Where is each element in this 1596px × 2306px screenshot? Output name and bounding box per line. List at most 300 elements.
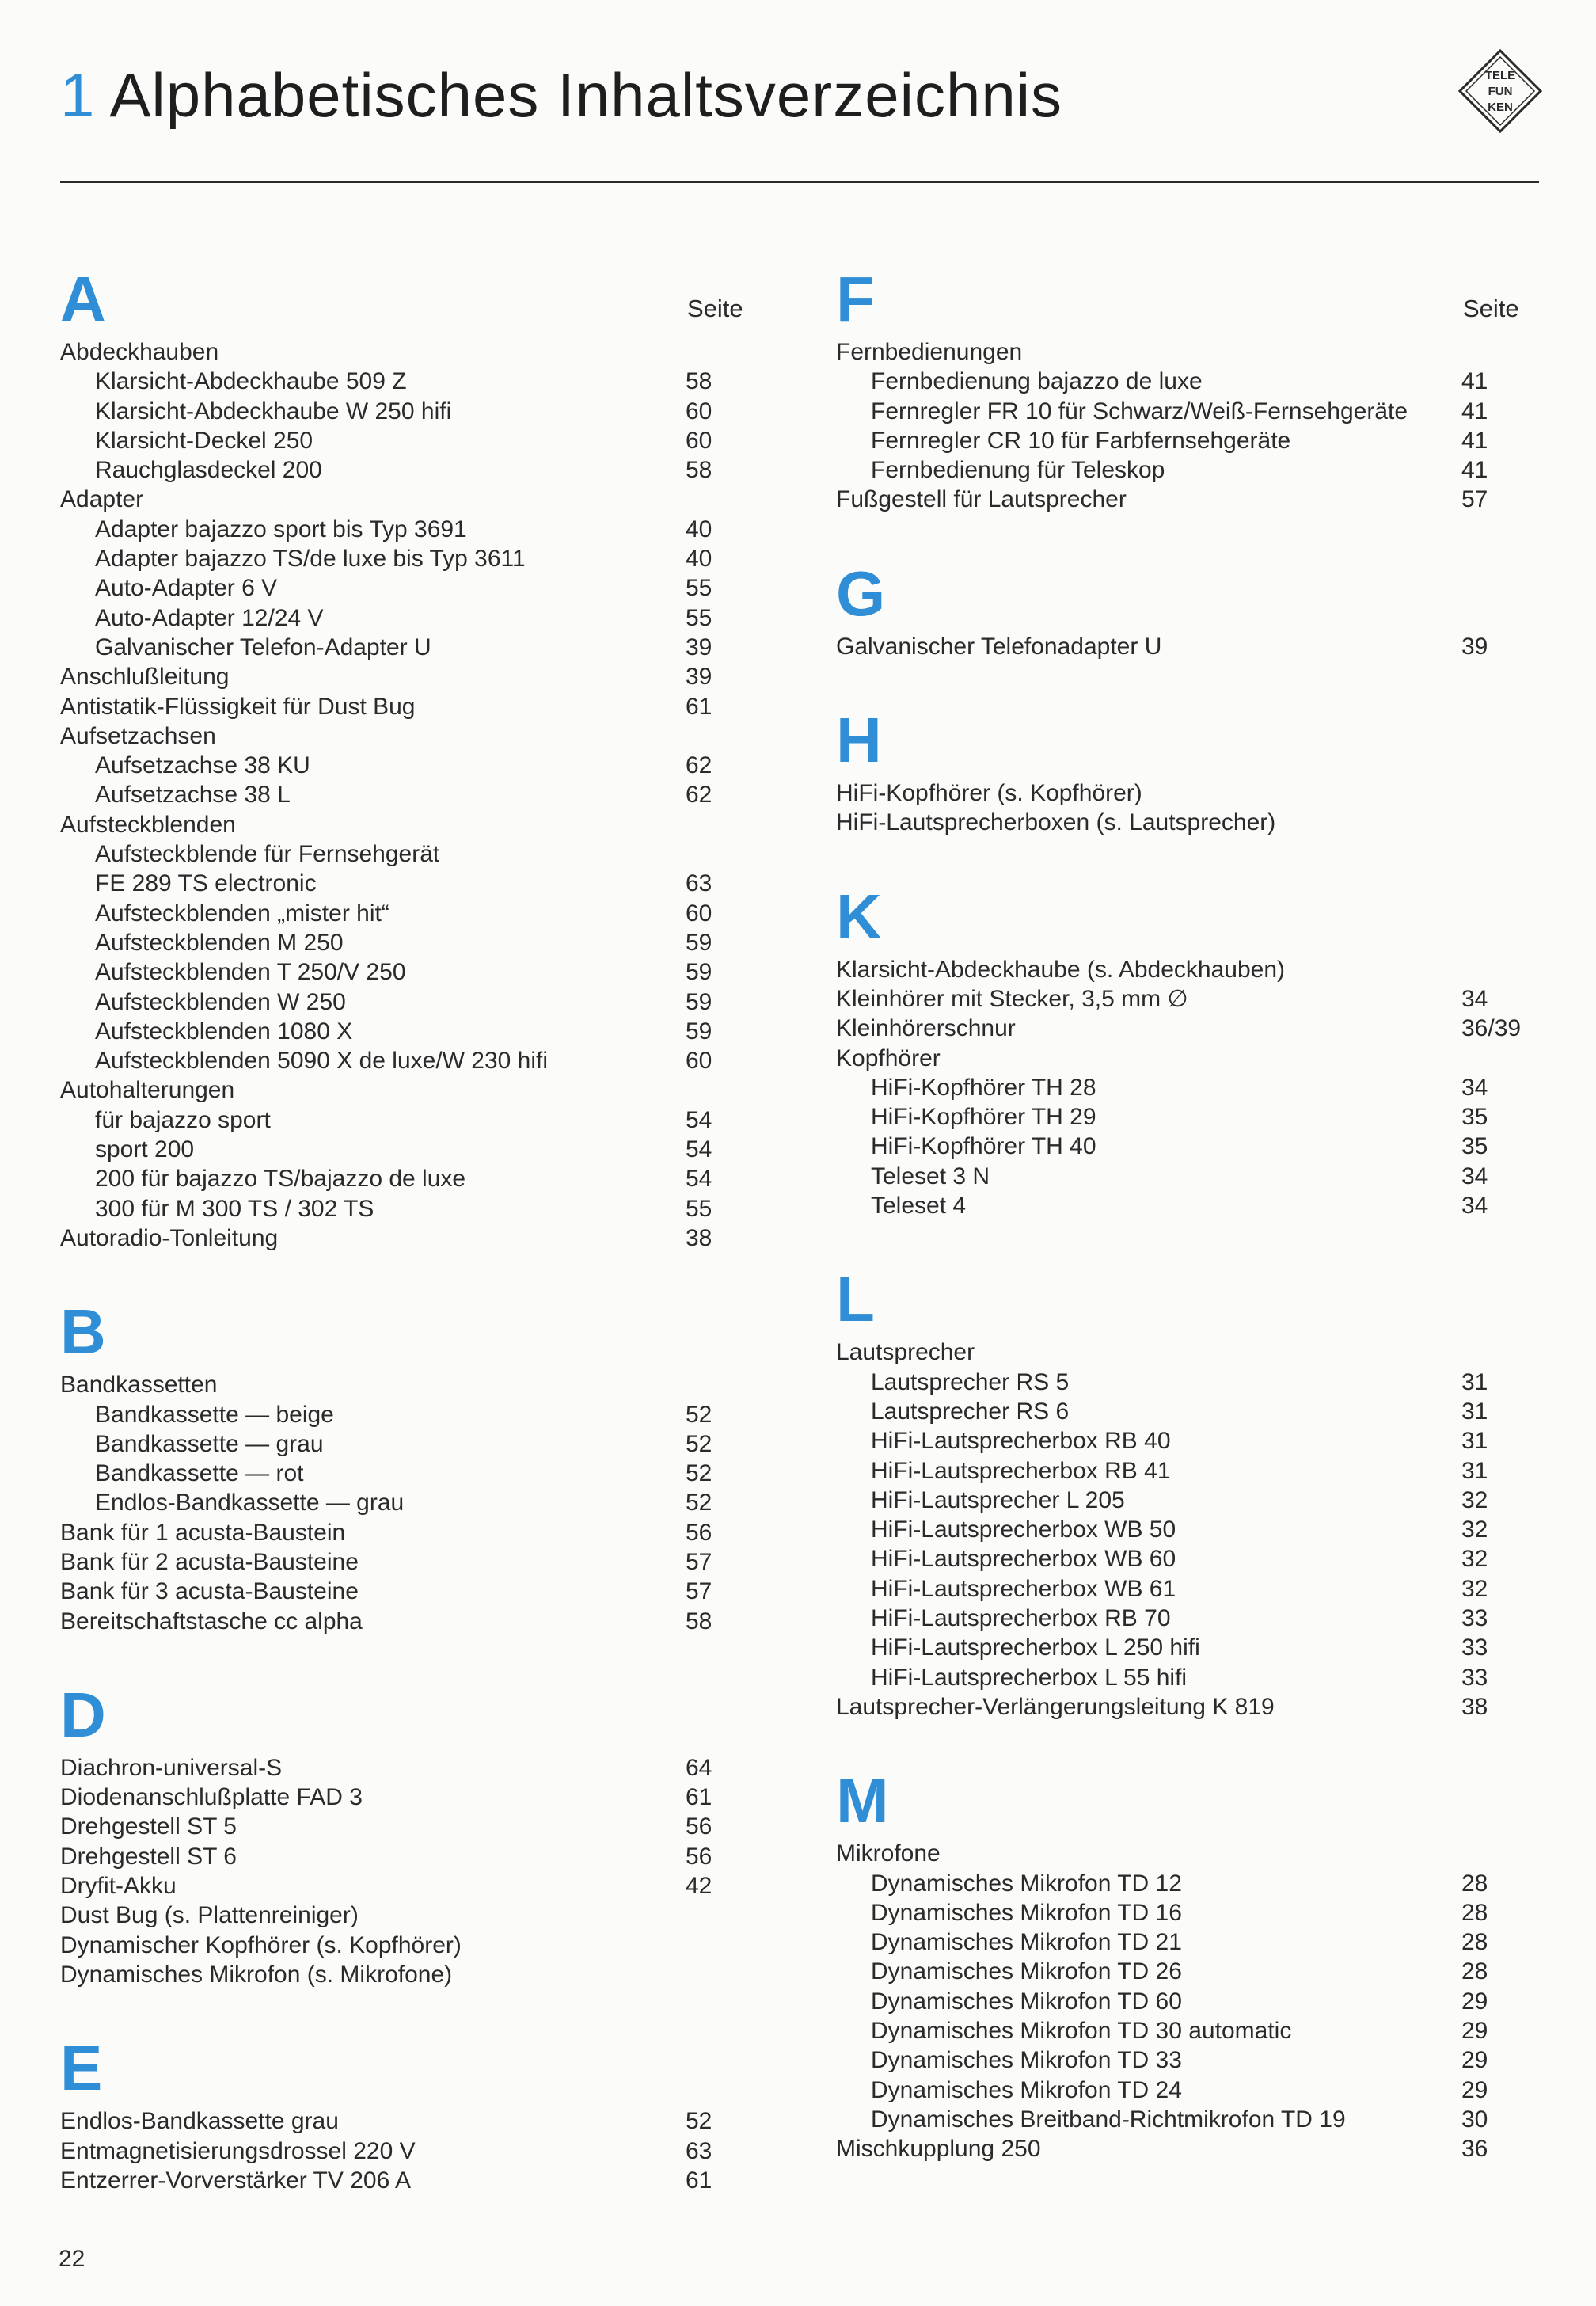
entry-title: HiFi-Lautsprecherbox WB 61 [871, 1575, 1176, 1602]
entry-page: 29 [1461, 2047, 1488, 2074]
entry-title: HiFi-Lautsprecherbox WB 60 [871, 1546, 1176, 1573]
index-subentry [60, 751, 749, 780]
section-header [836, 556, 1533, 632]
entry-page: 42 [686, 1873, 712, 1900]
entry-title: Aufsteckblenden W 250 [95, 988, 346, 1015]
entry-page: 35 [1461, 1133, 1488, 1160]
section-header [60, 261, 749, 337]
index-entry [60, 1812, 749, 1841]
entry-page: 35 [1461, 1104, 1488, 1131]
entry-page: 39 [686, 634, 712, 660]
index-subentry [836, 2016, 1533, 2045]
entry-page: 57 [1461, 486, 1488, 513]
entry-title: Dynamisches Mikrofon TD 24 [871, 2076, 1182, 2103]
entry-page: 36 [1461, 2136, 1488, 2163]
index-entry [836, 2134, 1533, 2163]
page-number: 22 [59, 2246, 86, 2272]
index-entry [836, 1044, 1533, 1073]
entry-page: 52 [686, 1401, 712, 1428]
entry-title: Endlos-Bandkassette — grau [95, 1490, 405, 1516]
entry-page: 61 [686, 1784, 712, 1811]
index-subentry [836, 1957, 1533, 1986]
entry-page: 29 [1461, 1988, 1488, 2015]
index-column-right [836, 261, 1533, 2163]
index-entry [836, 984, 1533, 1014]
entry-page: 31 [1461, 1398, 1488, 1425]
entry-title: Mikrofone [836, 1840, 940, 1867]
entry-title: Autoradio-Tonleitung [60, 1224, 279, 1251]
entry-title: 200 für bajazzo TS/bajazzo de luxe [95, 1166, 466, 1193]
page-column-label: Seite [1463, 295, 1519, 322]
entry-page: 32 [1461, 1546, 1488, 1573]
index-section-d [60, 1677, 749, 1989]
section-letter: K [836, 881, 882, 952]
index-subentry [836, 1927, 1533, 1957]
index-entry [60, 1842, 749, 1871]
index-subentry [60, 1046, 749, 1075]
section-letter: L [836, 1264, 875, 1335]
entry-title: HiFi-Lautsprecherbox RB 41 [871, 1457, 1171, 1484]
index-section-b [60, 1294, 749, 1636]
entry-page: 31 [1461, 1368, 1488, 1395]
index-entry [60, 337, 749, 367]
index-entry [836, 955, 1533, 984]
entry-page: 60 [686, 398, 712, 424]
entry-page: 30 [1461, 2106, 1488, 2133]
entry-page: 28 [1461, 1958, 1488, 1985]
index-subentry [836, 1397, 1533, 1426]
entry-page: 29 [1461, 2017, 1488, 2044]
entry-page: 32 [1461, 1575, 1488, 1602]
entry-title: HiFi-Lautsprecherbox L 55 hifi [871, 1664, 1188, 1691]
section-header [836, 1763, 1533, 1839]
index-subentry [60, 455, 749, 485]
entry-title: Dynamisches Mikrofon TD 60 [871, 1988, 1182, 2015]
index-entry [836, 1839, 1533, 1868]
section-header [836, 261, 1533, 337]
entry-title: Teleset 3 N [871, 1163, 990, 1189]
entry-page: 28 [1461, 1929, 1488, 1956]
entry-title: Autohalterungen [60, 1077, 235, 1104]
entry-page: 52 [686, 1490, 712, 1516]
entry-title: Bandkassette — beige [95, 1401, 334, 1428]
section-header [836, 1261, 1533, 1338]
index-entry [60, 1518, 749, 1547]
index-subentry [836, 2105, 1533, 2134]
entry-title: Galvanischer Telefonadapter U [836, 633, 1162, 660]
entry-page: 55 [686, 1195, 712, 1222]
index-subentry [836, 1898, 1533, 1927]
entry-title: HiFi-Lautsprecherbox RB 40 [871, 1428, 1171, 1455]
entry-title: HiFi-Lautsprecher L 205 [871, 1486, 1125, 1513]
entry-page: 63 [686, 870, 712, 897]
entry-page: 54 [686, 1136, 712, 1163]
entry-page: 56 [686, 1813, 712, 1840]
entry-title: Dynamisches Mikrofon TD 26 [871, 1958, 1182, 1985]
section-letter: D [60, 1679, 106, 1750]
index-entry [60, 1960, 749, 1989]
section-letter: H [836, 705, 882, 776]
entry-title: Entmagnetisierungsdrossel 220 V [60, 2137, 416, 2164]
entry-page: 58 [686, 368, 712, 395]
index-subentry [60, 426, 749, 455]
entry-page: 34 [1461, 1193, 1488, 1220]
index-entry [60, 2166, 749, 2195]
index-subentry [60, 780, 749, 809]
section-spacer [836, 838, 1533, 879]
section-spacer [60, 1989, 749, 2030]
entry-title: Dynamisches Mikrofon TD 12 [871, 1870, 1182, 1897]
page-title-text: Alphabetisches Inhaltsverzeichnis [109, 60, 1063, 130]
index-entry [836, 808, 1533, 837]
entry-title: Endlos-Bandkassette grau [60, 2108, 339, 2135]
entry-title: Diachron-universal-S [60, 1754, 283, 1781]
entry-title: HiFi-Lautsprecherboxen (s. Lautsprecher) [836, 809, 1276, 836]
entry-title: 300 für M 300 TS / 302 TS [95, 1195, 374, 1222]
page-column-label: Seite [687, 295, 743, 322]
entry-title: HiFi-Lautsprecherbox WB 50 [871, 1516, 1176, 1543]
entry-title: Klarsicht-Abdeckhaube W 250 hifi [95, 398, 452, 424]
entry-page: 63 [686, 2137, 712, 2164]
entry-title: Bandkassette — rot [95, 1460, 304, 1487]
index-entry [60, 1931, 749, 1960]
index-subentry [836, 1486, 1533, 1515]
section-spacer [836, 1722, 1533, 1763]
index-entry [60, 485, 749, 514]
entry-title: Bereitschaftstasche cc alpha [60, 1608, 363, 1634]
index-subentry [836, 1102, 1533, 1132]
index-subentry [836, 1869, 1533, 1898]
entry-title: Bandkassette — grau [95, 1430, 324, 1457]
entry-title: Aufsteckblenden 5090 X de luxe/W 230 hifi [95, 1048, 549, 1075]
entry-title: Aufsteckblenden M 250 [95, 929, 344, 956]
entry-title: Adapter bajazzo TS/de luxe bis Typ 3611 [95, 546, 526, 573]
entry-title: Dynamisches Mikrofon (s. Mikrofone) [60, 1961, 453, 1988]
entry-title: Adapter [60, 486, 144, 513]
section-letter: A [60, 264, 106, 334]
section-letter: F [836, 264, 875, 334]
index-subentry [60, 397, 749, 426]
index-entry [60, 1901, 749, 1930]
entry-page: 34 [1461, 985, 1488, 1012]
entry-page: 31 [1461, 1457, 1488, 1484]
index-subentry [836, 2045, 1533, 2075]
entry-page: 54 [686, 1106, 712, 1133]
entry-title: Aufsteckblenden [60, 811, 236, 838]
index-entry [836, 778, 1533, 808]
index-subentry [836, 1191, 1533, 1220]
entry-title: HiFi-Kopfhörer TH 29 [871, 1104, 1096, 1131]
index-subentry [60, 1429, 749, 1459]
entry-title: Teleset 4 [871, 1193, 967, 1220]
entry-title: Drehgestell ST 5 [60, 1813, 237, 1840]
entry-page: 54 [686, 1166, 712, 1193]
index-subentry [836, 397, 1533, 426]
entry-title: Aufsetzachsen [60, 722, 216, 749]
entry-page: 33 [1461, 1605, 1488, 1632]
entry-title: Adapter bajazzo sport bis Typ 3691 [95, 516, 467, 542]
telefunken-logo [1457, 48, 1544, 135]
entry-title: Bank für 2 acusta-Bausteine [60, 1548, 359, 1575]
index-subentry [60, 633, 749, 662]
entry-title: für bajazzo sport [95, 1106, 271, 1133]
entry-title: Bank für 3 acusta-Bausteine [60, 1578, 359, 1605]
entry-page: 29 [1461, 2076, 1488, 2103]
index-subentry [60, 1459, 749, 1488]
entry-title: Dynamisches Mikrofon TD 33 [871, 2047, 1182, 2074]
entry-title: Dynamisches Mikrofon TD 16 [871, 1899, 1182, 1926]
section-spacer [60, 1636, 749, 1677]
index-entry [60, 1577, 749, 1606]
index-entry [836, 1692, 1533, 1722]
svg-text:FUN: FUN [1488, 85, 1513, 98]
entry-title: Anschlußleitung [60, 664, 230, 691]
entry-page: 41 [1461, 368, 1488, 395]
section-spacer [836, 515, 1533, 556]
index-subentry [836, 1574, 1533, 1604]
entry-title: Kopfhörer [836, 1045, 940, 1071]
section-header [836, 702, 1533, 778]
entry-title: HiFi-Lautsprecherbox L 250 hifi [871, 1634, 1200, 1661]
entry-page: 40 [686, 546, 712, 573]
entry-title: Fernregler FR 10 für Schwarz/Weiß-Fernsehgeräte [871, 398, 1408, 424]
index-subentry [60, 899, 749, 928]
index-subentry [60, 1400, 749, 1429]
index-subentry [60, 1017, 749, 1046]
index-subentry [60, 839, 749, 869]
index-entry [60, 2137, 749, 2166]
index-section-g [836, 556, 1533, 661]
entry-title: Dryfit-Akku [60, 1873, 177, 1900]
entry-page: 55 [686, 604, 712, 631]
index-section-a [60, 261, 749, 1253]
index-entry [60, 1871, 749, 1901]
index-entry [60, 1370, 749, 1399]
index-subentry [836, 1515, 1533, 1544]
index-subentry [836, 367, 1533, 396]
entry-title: Dynamisches Mikrofon TD 21 [871, 1929, 1182, 1956]
entry-page: 52 [686, 1460, 712, 1487]
entry-page: 41 [1461, 457, 1488, 484]
index-subentry [60, 957, 749, 987]
chapter-number: 1 [60, 60, 96, 130]
index-entry [60, 662, 749, 691]
entry-page: 60 [686, 900, 712, 927]
entry-title: Fußgestell für Lautsprecher [836, 486, 1127, 513]
entry-page: 56 [686, 1843, 712, 1870]
index-entry [60, 1223, 749, 1253]
index-subentry [836, 1162, 1533, 1191]
entry-title: HiFi-Kopfhörer TH 28 [871, 1074, 1096, 1101]
index-subentry [60, 1194, 749, 1223]
entry-title: Bandkassetten [60, 1372, 218, 1398]
entry-title: Aufsteckblende für Fernsehgerät [95, 841, 440, 868]
index-subentry [60, 928, 749, 957]
index-entry [60, 1607, 749, 1636]
entry-title: Aufsteckblenden „mister hit“ [95, 900, 390, 927]
entry-page: 59 [686, 929, 712, 956]
entry-page: 58 [686, 457, 712, 484]
entry-page: 60 [686, 1048, 712, 1075]
index-subentry [60, 1164, 749, 1193]
entry-title: Kleinhörer mit Stecker, 3,5 mm ∅ [836, 985, 1188, 1012]
entry-title: Lautsprecher-Verlängerungsleitung K 819 [836, 1693, 1275, 1720]
index-entry [60, 1753, 749, 1783]
entry-title: FE 289 TS electronic [95, 870, 317, 897]
entry-title: Galvanischer Telefon-Adapter U [95, 634, 431, 660]
entry-page: 33 [1461, 1664, 1488, 1691]
section-letter: E [60, 2033, 103, 2104]
section-spacer [836, 661, 1533, 702]
entry-title: Drehgestell ST 6 [60, 1843, 237, 1870]
entry-page: 34 [1461, 1074, 1488, 1101]
section-header [60, 1677, 749, 1753]
entry-title: Fernbedienung für Teleskop [871, 457, 1165, 484]
entry-title: Rauchglasdeckel 200 [95, 457, 322, 484]
entry-page: 40 [686, 516, 712, 542]
section-header [836, 879, 1533, 955]
index-entry [836, 1338, 1533, 1367]
index-subentry [60, 1488, 749, 1517]
index-entry [60, 721, 749, 751]
index-entry [60, 1547, 749, 1577]
entry-title: Bank für 1 acusta-Baustein [60, 1519, 346, 1546]
index-subentry [836, 1073, 1533, 1102]
index-subentry [836, 2076, 1533, 2105]
entry-page: 39 [686, 664, 712, 691]
index-subentry [60, 1105, 749, 1135]
entry-page: 62 [686, 752, 712, 779]
entry-title: Entzerrer-Vorverstärker TV 206 A [60, 2167, 411, 2194]
entry-title: Klarsicht-Abdeckhaube 509 Z [95, 368, 407, 395]
index-entry [60, 1075, 749, 1105]
index-entry [836, 337, 1533, 367]
entry-page: 56 [686, 1519, 712, 1546]
entry-title: HiFi-Kopfhörer (s. Kopfhörer) [836, 780, 1142, 807]
header-divider [60, 181, 1539, 183]
entry-title: Diodenanschlußplatte FAD 3 [60, 1784, 363, 1811]
page-title [60, 55, 1062, 135]
entry-page: 39 [1461, 633, 1488, 660]
entry-page: 57 [686, 1548, 712, 1575]
entry-title: Abdeckhauben [60, 339, 219, 365]
index-subentry [60, 603, 749, 633]
index-entry [836, 632, 1533, 661]
entry-title: Lautsprecher [836, 1339, 975, 1366]
entry-title: Antistatik-Flüssigkeit für Dust Bug [60, 693, 416, 720]
index-entry [60, 1783, 749, 1812]
index-entry [836, 485, 1533, 514]
section-header [60, 2030, 749, 2106]
index-entry [60, 2106, 749, 2136]
entry-page: 61 [686, 693, 712, 720]
entry-page: 41 [1461, 427, 1488, 454]
entry-title: HiFi-Kopfhörer TH 40 [871, 1133, 1096, 1160]
entry-title: Fernregler CR 10 für Farbfernsehgeräte [871, 427, 1291, 454]
entry-title: Lautsprecher RS 5 [871, 1368, 1070, 1395]
entry-title: sport 200 [95, 1136, 195, 1163]
entry-title: Fernbedienung bajazzo de luxe [871, 368, 1203, 395]
index-subentry [60, 869, 749, 898]
entry-title: Fernbedienungen [836, 339, 1023, 365]
index-column-left [60, 261, 749, 2195]
index-subentry [60, 515, 749, 544]
index-section-e [60, 2030, 749, 2195]
index-subentry [836, 455, 1533, 485]
entry-page: 61 [686, 2167, 712, 2194]
index-subentry [60, 987, 749, 1017]
entry-title: Auto-Adapter 12/24 V [95, 604, 324, 631]
index-subentry [836, 1426, 1533, 1456]
index-entry [836, 1014, 1533, 1043]
index-subentry [60, 573, 749, 603]
entry-page: 31 [1461, 1428, 1488, 1455]
entry-title: HiFi-Lautsprecherbox RB 70 [871, 1605, 1171, 1632]
entry-page: 59 [686, 959, 712, 986]
index-subentry [836, 1544, 1533, 1573]
entry-page: 32 [1461, 1516, 1488, 1543]
index-section-l [836, 1261, 1533, 1722]
entry-title: Dynamisches Mikrofon TD 30 automatic [871, 2017, 1292, 2044]
entry-page: 60 [686, 427, 712, 454]
index-subentry [836, 1456, 1533, 1486]
entry-title: Dynamisches Breitband-Richtmikrofon TD 19 [871, 2106, 1346, 2133]
index-subentry [836, 1132, 1533, 1161]
index-subentry [836, 1368, 1533, 1397]
index-subentry [836, 1633, 1533, 1662]
entry-title: Mischkupplung 250 [836, 2136, 1041, 2163]
section-header [60, 1294, 749, 1370]
entry-page: 38 [1461, 1693, 1488, 1720]
index-section-k [836, 879, 1533, 1221]
section-letter: B [60, 1296, 106, 1368]
index-subentry [836, 1987, 1533, 2016]
entry-title: Kleinhörerschnur [836, 1015, 1016, 1042]
entry-page: 59 [686, 1018, 712, 1045]
index-subentry [836, 1663, 1533, 1692]
section-spacer [60, 1253, 749, 1294]
entry-page: 28 [1461, 1899, 1488, 1926]
entry-page: 52 [686, 1430, 712, 1457]
entry-title: Aufsteckblenden 1080 X [95, 1018, 353, 1045]
entry-page: 41 [1461, 398, 1488, 424]
section-letter: G [836, 557, 886, 629]
entry-page: 62 [686, 782, 712, 809]
entry-title: Aufsetzachse 38 KU [95, 752, 310, 779]
index-subentry [836, 1604, 1533, 1633]
entry-title: Aufsetzachse 38 L [95, 782, 291, 809]
entry-page: 28 [1461, 1870, 1488, 1897]
entry-page: 33 [1461, 1634, 1488, 1661]
entry-title: Klarsicht-Abdeckhaube (s. Abdeckhauben) [836, 956, 1286, 983]
entry-title: Aufsteckblenden T 250/V 250 [95, 959, 406, 986]
entry-page: 38 [686, 1224, 712, 1251]
index-subentry [836, 426, 1533, 455]
index-entry [60, 692, 749, 721]
entry-page: 64 [686, 1754, 712, 1781]
page-header [60, 55, 1062, 143]
index-entry [60, 810, 749, 839]
entry-page: 34 [1461, 1163, 1488, 1189]
entry-page: 55 [686, 575, 712, 602]
section-letter: M [836, 1765, 889, 1836]
entry-page: 36/39 [1461, 1015, 1522, 1042]
entry-page: 57 [686, 1578, 712, 1605]
entry-title: Klarsicht-Deckel 250 [95, 427, 314, 454]
index-subentry [60, 367, 749, 396]
svg-text:TELE: TELE [1484, 69, 1516, 82]
index-subentry [60, 1135, 749, 1164]
